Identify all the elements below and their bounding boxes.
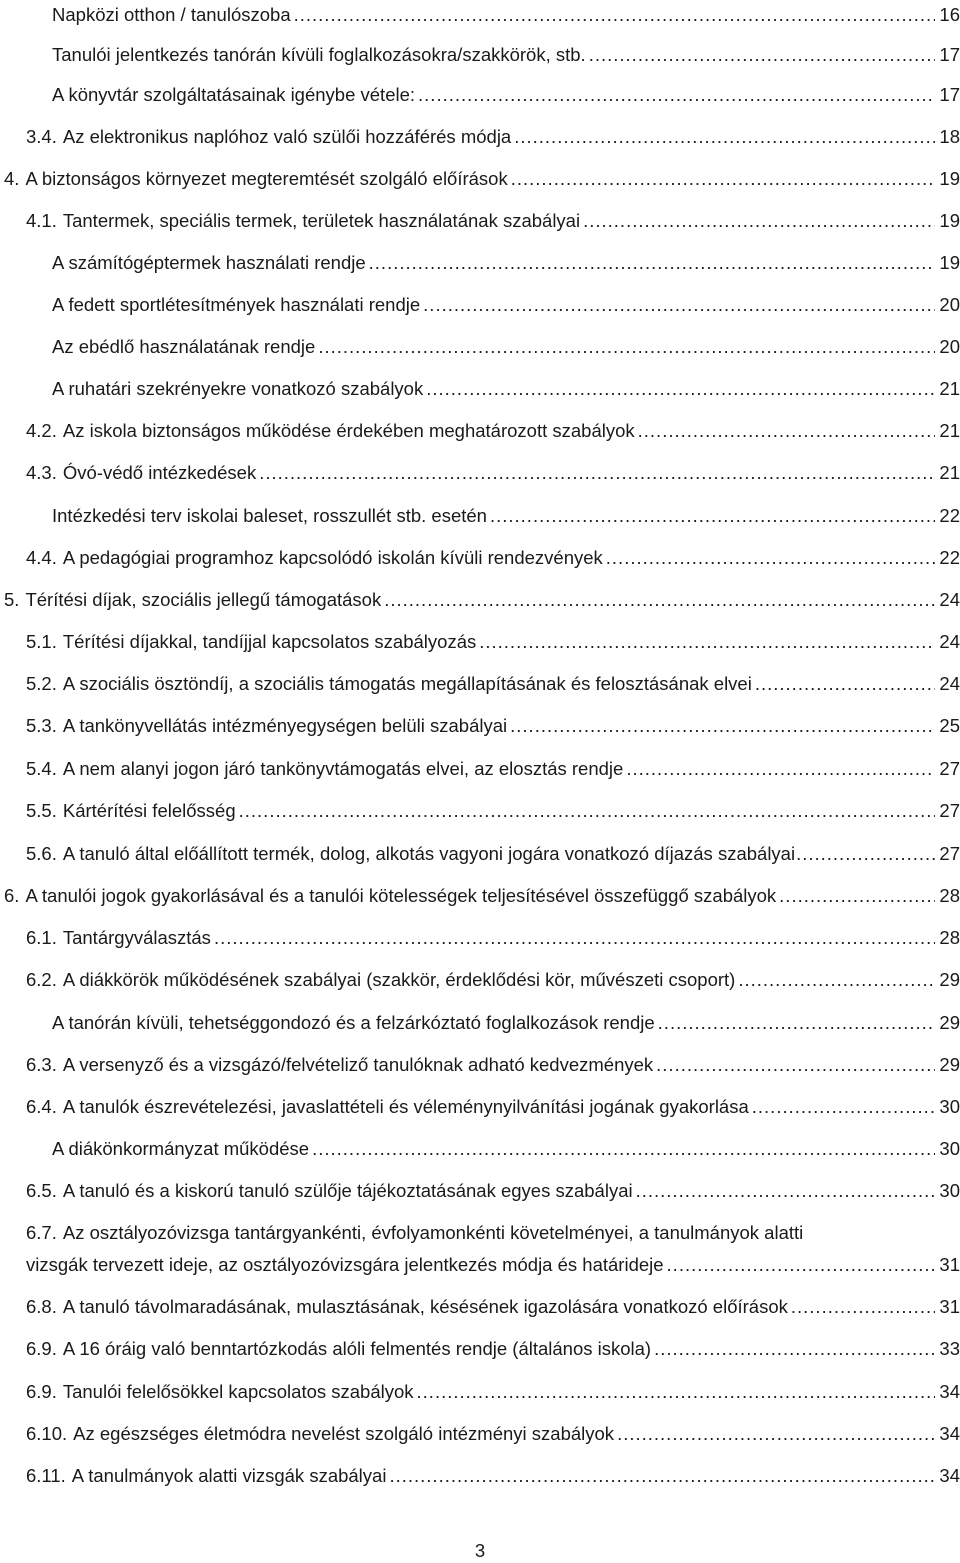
toc-entry-title: A szociális ösztöndíj, a szociális támogatás megállapításának és felosztásának elvei [62,673,752,694]
toc-entry-line-2 [26,1252,960,1278]
toc-leader-dots [791,1294,935,1320]
toc-entry-title: Térítési díjak, szociális jellegű támogatások [25,589,382,610]
toc-entry[interactable] [52,250,960,276]
toc-entry-number: 6.11. [26,1465,66,1486]
toc-leader-dots [514,124,935,150]
toc-leader-dots [423,292,935,318]
toc-entry-title: A tanulók észrevételezési, javaslattételi és véleménynyilvánítási jogának gyakorlása [62,1096,749,1117]
toc-entry-number: 3.4. [26,126,57,147]
toc-entry-title: Intézkedési terv iskolai baleset, rosszullét stb. esetén [52,505,487,526]
toc-leader-dots [389,1463,935,1489]
toc-leader-dots [239,798,935,824]
toc-entry-page: 24 [939,673,960,694]
toc-entry-title: A 16 óráig való benntartózkodás alóli felmentés rendje (általános iskola) [62,1338,652,1359]
toc-entry-page: 34 [939,1381,960,1402]
toc-entry-title: A versenyző és a vizsgázó/felvételiző tanulóknak adható kedvezmények [62,1054,654,1075]
toc-entry[interactable] [26,1421,960,1447]
toc-entry-title: Az ebédlő használatának rendje [52,336,316,357]
toc-entry[interactable] [26,798,960,824]
toc-entry-page: 17 [939,44,960,65]
toc-entry[interactable] [26,460,960,486]
toc-entry-title: A diákönkormányzat működése [52,1138,310,1159]
toc-leader-dots [656,1052,935,1078]
toc-entry-title: A tanuló és a kiskorú tanuló szülője tájékoztatásának egyes szabályai [62,1180,633,1201]
toc-entry[interactable] [4,166,960,192]
toc-entry-page: 21 [939,420,960,441]
toc-leader-dots [479,629,935,655]
toc-entry-number: 5.6. [26,843,57,864]
toc-entry-page: 28 [939,885,960,906]
toc-entry-page: 31 [939,1254,960,1275]
toc-entry-number: 5.3. [26,715,57,736]
toc-entry-title: A könyvtár szolgáltatásainak igénybe vétele: [52,84,416,105]
toc-entry[interactable] [26,713,960,739]
toc-entry-page: 29 [939,1012,960,1033]
toc-entry-number: 6.4. [26,1096,57,1117]
toc-entry[interactable] [26,545,960,571]
toc-entry[interactable] [26,1379,960,1405]
toc-entry-title: Térítési díjakkal, tandíjjal kapcsolatos szabályozás [62,631,477,652]
toc-entry-page: 19 [939,168,960,189]
toc-entry-title: A tanuló által előállított termék, dolog, alkotás vagyoni jogára vonatkozó díjazás szabályai [62,843,796,864]
toc-entry-title: Napközi otthon / tanulószoba [52,4,291,25]
toc-entry-number: 6.8. [26,1296,57,1317]
toc-entry[interactable] [26,629,960,655]
toc-entry-title: A tanórán kívüli, tehetséggondozó és a felzárkóztató foglalkozások rendje [52,1012,655,1033]
toc-entry-number: 6.10. [26,1423,68,1444]
toc-entry[interactable] [26,1052,960,1078]
toc-entry-title: Az elektronikus naplóhoz való szülői hozzáférés módja [62,126,512,147]
toc-entry[interactable] [26,925,960,951]
toc-entry-title: Tantermek, speciális termek, területek használatának szabályai [62,210,581,231]
toc-entry[interactable] [52,42,960,68]
toc-entry[interactable] [26,1463,960,1489]
toc-entry-page: 30 [939,1138,960,1159]
toc-entry-page: 22 [939,547,960,568]
toc-entry-title: A számítógéptermek használati rendje [52,252,366,273]
toc-leader-dots [779,883,935,909]
toc-entry[interactable] [4,587,960,613]
toc-entry-page: 25 [939,715,960,736]
toc-entry[interactable] [52,82,960,108]
toc-leader-dots [214,925,935,951]
toc-entry-title: A tanulói jogok gyakorlásával és a tanulói kötelességek teljesítésével összefüggő szabályok [25,885,777,906]
toc-entry-title: A ruhatári szekrényekre vonatkozó szabályok [52,378,424,399]
toc-entry-page: 29 [939,1054,960,1075]
toc-leader-dots [638,418,935,444]
toc-leader-dots [667,1252,935,1278]
toc-entry[interactable] [26,671,960,697]
toc-leader-dots [294,2,935,28]
toc-entry-number: 6.7. [26,1222,57,1243]
toc-entry[interactable] [26,1336,960,1362]
toc-entry-title: A tanulmányok alatti vizsgák szabályai [71,1465,387,1486]
toc-entry-page: 19 [939,252,960,273]
toc-entry-page: 24 [939,631,960,652]
toc-entry-page: 20 [939,294,960,315]
toc-entry-number: 4.2. [26,420,57,441]
toc-entry-number: 4.3. [26,462,57,483]
toc-entry-page: 24 [939,589,960,610]
toc-entry-title: Az osztályozóvizsga tantárgyankénti, évfolyamonkénti követelményei, a tanulmányok alatti [62,1222,804,1243]
toc-entry[interactable] [52,376,960,402]
toc-entry-page: 21 [939,378,960,399]
toc-leader-dots [418,82,935,108]
toc-entry-title: Az iskola biztonságos működése érdekében meghatározott szabályok [62,420,635,441]
toc-entry-number: 5.2. [26,673,57,694]
toc-entry-number: 5.4. [26,758,57,779]
toc-entry-title: A diákkörök működésének szabályai (szakkör, érdeklődési kör, művészeti csoport) [62,969,736,990]
toc-leader-dots [752,1094,935,1120]
toc-entry-title: Tanulói jelentkezés tanórán kívüli foglalkozásokra/szakkörök, stb. [52,44,586,65]
toc-leader-dots [626,756,935,782]
toc-entry-line-1 [26,1220,803,1246]
toc-leader-dots [490,503,935,529]
toc-entry-title-continued: vizsgák tervezett ideje, az osztályozóvizsgára jelentkezés módja és határideje [26,1254,664,1275]
toc-entry-page: 20 [939,336,960,357]
toc-entry[interactable] [52,503,960,529]
toc-entry[interactable] [52,292,960,318]
toc-entry-number: 4.1. [26,210,57,231]
toc-leader-dots [384,587,935,613]
toc-entry-title: A nem alanyi jogon járó tankönyvtámogatás elvei, az elosztás rendje [62,758,624,779]
toc-entry[interactable] [52,334,960,360]
toc-entry[interactable] [26,208,960,234]
toc-entry[interactable] [26,124,960,150]
toc-leader-dots [510,713,935,739]
toc-entry-number: 6.5. [26,1180,57,1201]
toc-leader-dots [259,460,935,486]
toc-entry-number: 4. [4,168,20,189]
toc-entry-title: A biztonságos környezet megteremtését szolgáló előírások [25,168,508,189]
toc-entry-number: 6.9. [26,1338,57,1359]
toc-entry-title: A pedagógiai programhoz kapcsolódó iskolán kívüli rendezvények [62,547,603,568]
toc-leader-dots [583,208,935,234]
toc-entry-page: 21 [939,462,960,483]
toc-entry-page: 30 [939,1096,960,1117]
toc-entry-number: 5. [4,589,20,610]
toc-entry-title: Kártérítési felelősség [62,800,236,821]
toc-entry-page: 19 [939,210,960,231]
toc-entry-number: 4.4. [26,547,57,568]
toc-entry-number: 5.5. [26,800,57,821]
toc-entry[interactable] [52,2,960,28]
toc-entry[interactable] [26,1294,960,1320]
toc-leader-dots [636,1178,935,1204]
toc-entry-number: 6.1. [26,927,57,948]
toc-leader-dots [755,671,935,697]
toc-entry-page: 34 [939,1465,960,1486]
toc-entry-page: 27 [939,758,960,779]
toc-entry-page: 29 [939,969,960,990]
toc-entry-page: 33 [939,1338,960,1359]
toc-entry-title: Tantárgyválasztás [62,927,211,948]
toc-entry-number: 6.2. [26,969,57,990]
toc-leader-dots [426,376,935,402]
toc-entry-page: 31 [939,1296,960,1317]
toc-entry-number: 6.3. [26,1054,57,1075]
toc-entry-page: 18 [939,126,960,147]
toc-leader-dots [511,166,935,192]
toc-entry-title: Az egészséges életmódra nevelést szolgáló intézményi szabályok [73,1423,615,1444]
toc-leader-dots [589,42,935,68]
toc-entry[interactable] [26,1094,960,1120]
toc-entry-page: 27 [939,843,960,864]
toc-entry[interactable] [52,1136,960,1162]
toc-entry[interactable] [26,967,960,993]
toc-entry-title: A fedett sportlétesítmények használati rendje [52,294,421,315]
toc-entry-page: 28 [939,927,960,948]
page-number: 3 [474,1540,486,1561]
toc-leader-dots [417,1379,935,1405]
toc-entry-page: 27 [939,800,960,821]
toc-entry-number: 5.1. [26,631,57,652]
toc-entry-page: 22 [939,505,960,526]
toc-entry[interactable] [4,883,960,909]
toc-leader-dots [658,1010,935,1036]
toc-leader-dots [654,1336,935,1362]
toc-leader-dots [318,334,935,360]
toc-entry-title: Óvó-védő intézkedések [62,462,257,483]
toc-entry-page: 16 [939,4,960,25]
toc-entry-number: 6. [4,885,20,906]
toc-entry[interactable] [26,841,960,867]
toc-leader-dots [369,250,935,276]
toc-entry[interactable] [52,1010,960,1036]
toc-leader-dots [738,967,935,993]
toc-entry-page: 30 [939,1180,960,1201]
toc-entry[interactable] [26,418,960,444]
toc-leader-dots [606,545,935,571]
toc-entry-title: A tanuló távolmaradásának, mulasztásának, késésének igazolására vonatkozó előírások [62,1296,788,1317]
toc-entry-page: 17 [939,84,960,105]
toc-entry-title: Tanulói felelősökkel kapcsolatos szabályok [62,1381,414,1402]
toc-entry-title: A tankönyvellátás intézményegységen belüli szabályai [62,715,508,736]
toc-leader-dots [312,1136,935,1162]
toc-entry[interactable] [26,1178,960,1204]
toc-leader-dots [796,841,937,867]
toc-leader-dots [617,1421,935,1447]
toc-entry[interactable] [26,756,960,782]
toc-entry-page: 34 [939,1423,960,1444]
toc-entry-number: 6.9. [26,1381,57,1402]
